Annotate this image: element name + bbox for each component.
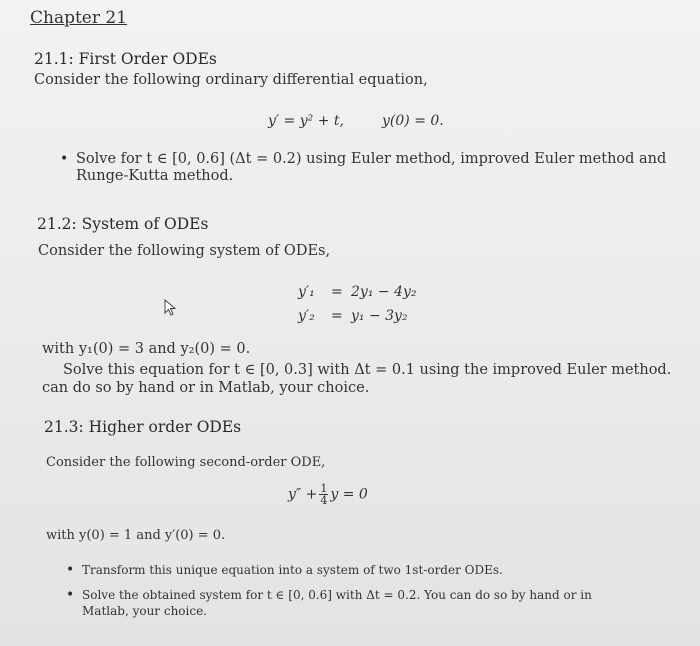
- system-solve-line1: Solve this equation for t ∈ [0, 0.3] with Δt = 0.1 using the improved Euler method.: [63, 362, 672, 378]
- bullet-marker: •: [60, 151, 69, 167]
- fraction-numerator: 1: [320, 482, 328, 495]
- system-solve-line2: can do so by hand or in Matlab, your choice.: [42, 380, 370, 396]
- section-21-3-intro: Consider the following second-order ODE,: [46, 455, 326, 470]
- system-eq2-equals: =: [331, 308, 343, 324]
- s3-bullet2-line2: Matlab, your choice.: [82, 604, 207, 618]
- ode-left-term: y″ +: [288, 486, 318, 503]
- second-order-initial-conditions: with y(0) = 1 and y′(0) = 0.: [46, 528, 226, 543]
- s1-bullet-line2: Runge-Kutta method.: [76, 168, 234, 184]
- s1-bullet-line1: Solve for t ∈ [0, 0.6] (Δt = 0.2) using Euler method, improved Euler method and: [76, 151, 667, 167]
- bullet-marker: •: [66, 562, 75, 578]
- ode-right-term: y = 0: [330, 486, 368, 503]
- ode-initial-condition: y(0) = 0.: [382, 113, 444, 129]
- system-eq2-rhs: y₁ − 3y₂: [351, 308, 408, 324]
- system-initial-conditions: with y₁(0) = 3 and y₂(0) = 0.: [42, 341, 251, 357]
- chapter-title: Chapter 21: [30, 8, 128, 28]
- second-order-ode: [288, 483, 368, 506]
- bullet-marker: •: [66, 587, 75, 603]
- section-21-1-heading: 21.1: First Order ODEs: [34, 50, 217, 68]
- s3-bullet1: Transform this unique equation into a system of two 1st-order ODEs.: [82, 563, 503, 577]
- system-eq1-lhs: y′₁: [298, 284, 315, 300]
- ode-equation: y′ = y² + t,: [268, 113, 344, 129]
- section-21-1-intro: Consider the following ordinary differential equation,: [34, 72, 428, 88]
- section-21-2-heading: 21.2: System of ODEs: [37, 215, 209, 233]
- fraction-denominator: 4: [320, 494, 328, 507]
- s3-bullet2-line1: Solve the obtained system for t ∈ [0, 0.6] with Δt = 0.2. You can do so by hand or in: [82, 588, 592, 602]
- fraction-one-quarter: [319, 483, 328, 506]
- mouse-pointer-icon: [164, 299, 178, 317]
- section-21-2-intro: Consider the following system of ODEs,: [38, 243, 331, 259]
- section-21-3-heading: 21.3: Higher order ODEs: [44, 418, 242, 436]
- system-eq2-lhs: y′₂: [298, 308, 315, 324]
- system-eq1-rhs: 2y₁ − 4y₂: [351, 284, 417, 300]
- system-eq1-equals: =: [331, 284, 343, 300]
